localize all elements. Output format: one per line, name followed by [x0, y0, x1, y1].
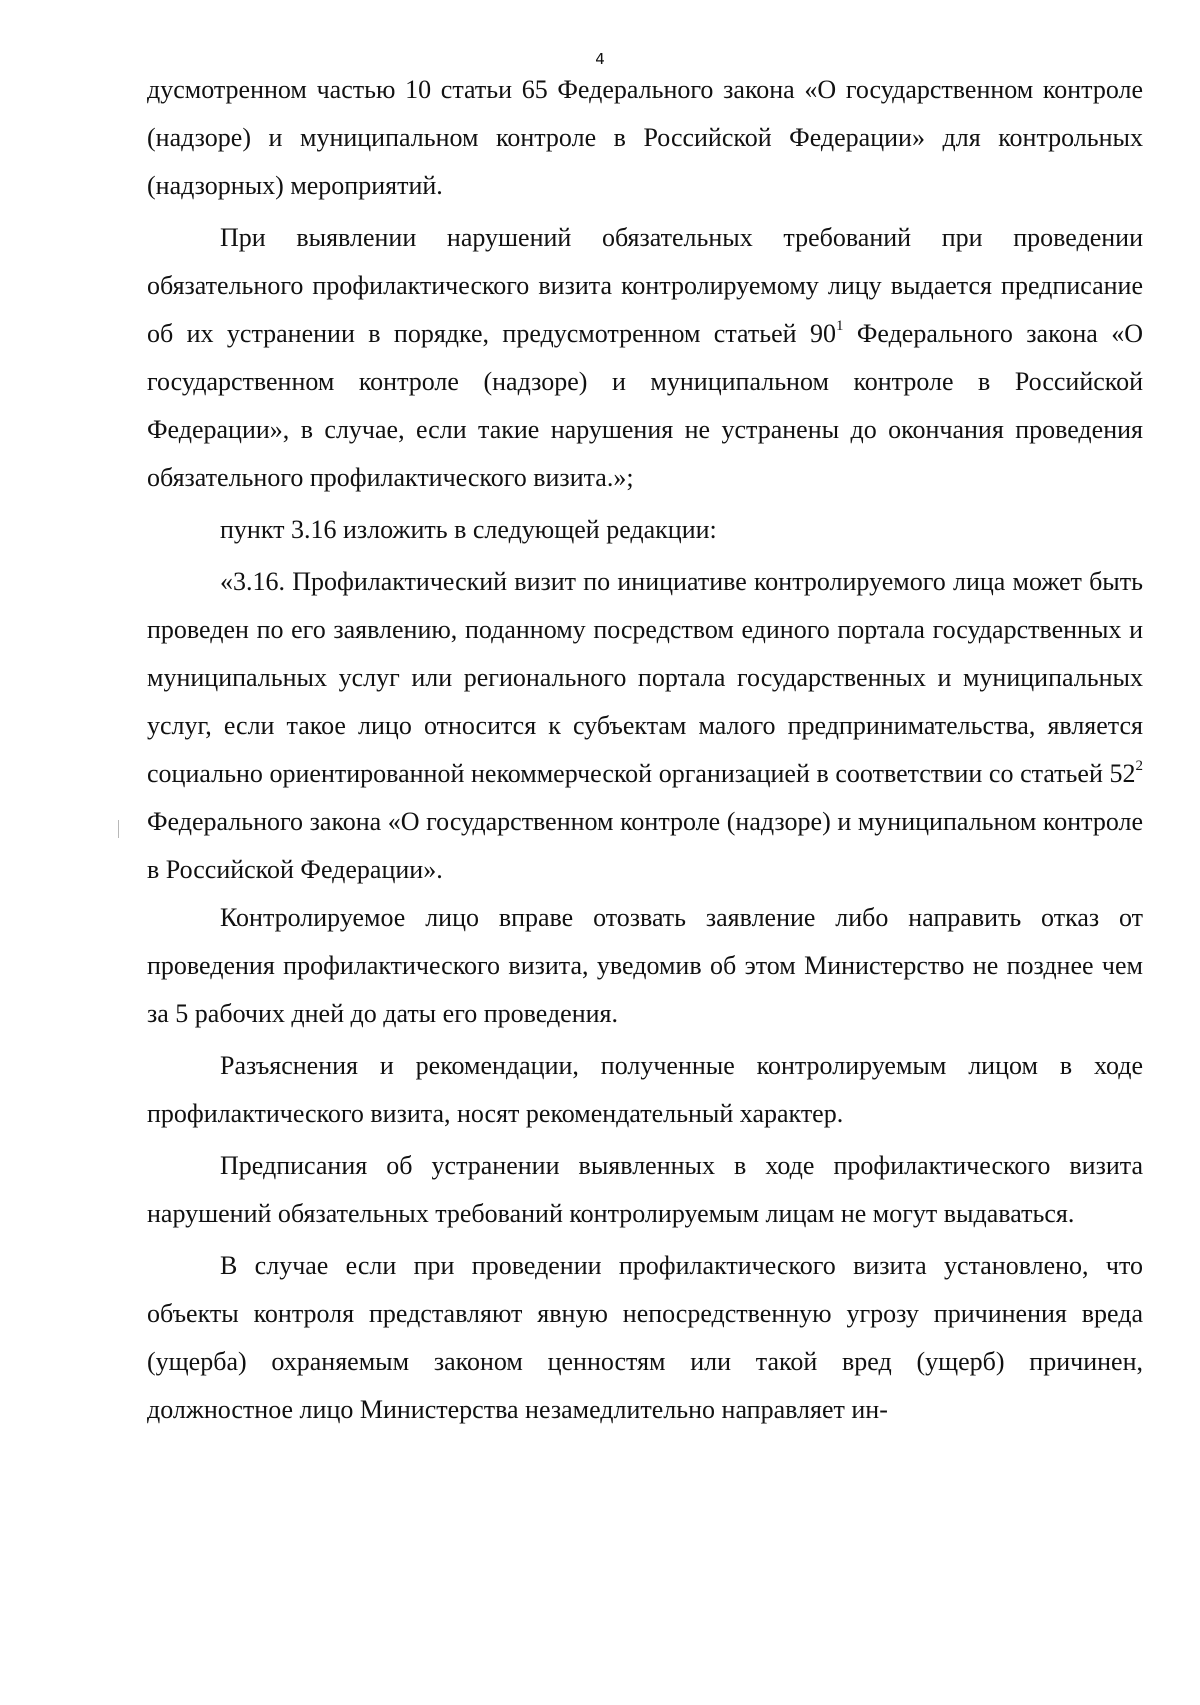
paragraph-text: Федерального закона «О государственном контроле (надзоре) и муниципальном контроле в Российской Федерации», в случае, если такие нарушения не устранены до окончания проведения обязательного профилактического визита.»; [147, 319, 1143, 492]
paragraph-item-3-16-intro: пункт 3.16 изложить в следующей редакции: [220, 515, 717, 544]
paragraph-withdraw-application: Контролируемое лицо вправе отозвать заявление либо направить отказ от проведения профилактического визита, уведомив об этом Министерство не позднее чем за 5 рабочих дней до даты его проведения. [147, 903, 1143, 1028]
page-number: 4 [595, 50, 605, 68]
paragraph-prescriptions-not-issued: Предписания об устранении выявленных в ходе профилактического визита нарушений обязательных требований контролируемым лицам не могут выдаваться. [147, 1151, 1143, 1228]
paragraph-item-3-16 [147, 558, 1143, 894]
paragraph-violations-prescription [147, 214, 1143, 502]
document-body [147, 66, 1143, 1438]
paragraph-threat-of-harm: В случае если при проведении профилактического визита установлено, что объекты контроля представляют явную непосредственную угрозу причинения вреда (ущерба) охраняемым законом ценностям или такой вред (ущерб) причинен, должностное лицо Министерства незамедлительно направляет ин- [147, 1251, 1143, 1424]
margin-mark [118, 820, 119, 838]
superscript-article-number: 1 [835, 318, 844, 335]
paragraph-continuation: дусмотренном частью 10 статьи 65 Федерального закона «О государственном контроле (надзоре) и муниципальном контроле в Российской Федерации» для контрольных (надзорных) мероприятий. [147, 75, 1143, 200]
paragraph-text: При выявлении нарушений обязательных требований при проведении обязательного профилактического визита контролируемому лицу выдается предписание об их устранении в порядке, предусмотренном статьей 90 [147, 223, 1143, 348]
paragraph-recommendations: Разъяснения и рекомендации, полученные контролируемым лицом в ходе профилактического визита, носят рекомендательный характер. [147, 1051, 1143, 1128]
superscript-article-number: 2 [1135, 758, 1143, 775]
paragraph-text: «3.16. Профилактический визит по инициативе контролируемого лица может быть проведен по его заявлению, поданному посредством единого портала государственных и муниципальных услуг или регионального портала государственных и муниципальных услуг, если такое лицо относится к субъектам малого предпринимательства, является социально ориентированной некоммерческой организацией в соответствии со статьей 52 [147, 567, 1143, 788]
paragraph-text: Федерального закона «О государственном контроле (надзоре) и муниципальном контроле в Российской Федерации». [147, 807, 1143, 884]
